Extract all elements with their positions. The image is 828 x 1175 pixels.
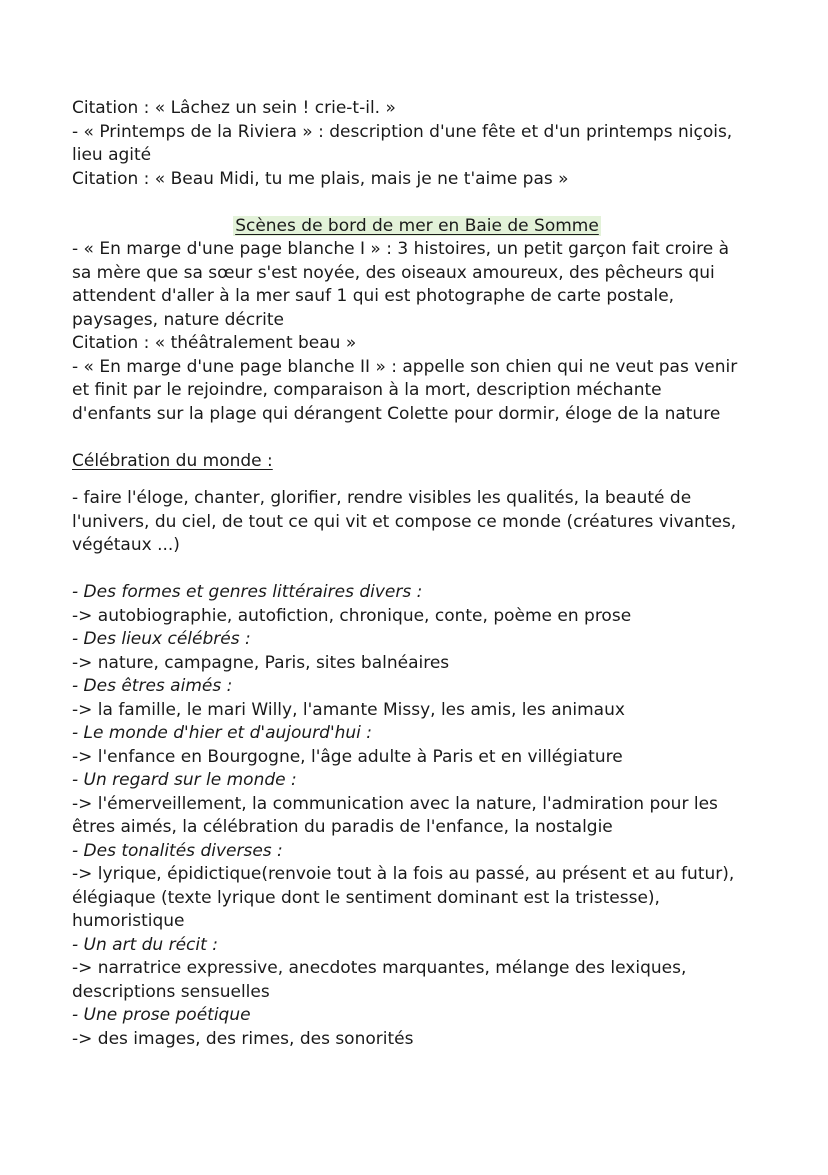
text-line: - « En marge d'une page blanche II » : appelle son chien qui ne veut pas venir [72, 356, 738, 377]
point-title: - Des formes et genres littéraires divers : [72, 582, 423, 602]
point-body: humoristique [72, 911, 185, 931]
definition-line: l'univers, du ciel, de tout ce qui vit et compose ce monde (créatures vivantes, [72, 511, 737, 532]
text-line: sa mère que sa sœur s'est noyée, des oiseaux amoureux, des pêcheurs qui [72, 262, 715, 283]
text-line: d'enfants sur la plage qui dérangent Colette pour dormir, éloge de la nature [72, 403, 721, 424]
text-line: et finit par le rejoindre, comparaison à la mort, description méchante [72, 380, 662, 400]
celebration-heading: Célébration du monde : [72, 450, 273, 471]
point-title: - Le monde d'hier et d'aujourd'hui : [72, 723, 373, 743]
text-line: attendent d'aller à la mer sauf 1 qui est photographe de carte postale, [72, 286, 675, 306]
point-body: êtres aimés, la célébration du paradis de l'enfance, la nostalgie [72, 817, 613, 837]
point-title: - Des lieux célébrés : [72, 629, 251, 649]
point-body: descriptions sensuelles [72, 981, 270, 1002]
citation-line: Citation : « Beau Midi, tu me plais, mais je ne t'aime pas » [72, 168, 569, 189]
point-body: -> nature, campagne, Paris, sites balnéaires [72, 652, 450, 673]
section-heading: Scènes de bord de mer en Baie de Somme [235, 215, 599, 236]
point-title: - Des tonalités diverses : [72, 840, 283, 861]
point-body: -> l'émerveillement, la communication avec la nature, l'admiration pour les [72, 793, 718, 814]
citation-line: Citation : « théâtralement beau » [72, 333, 357, 353]
section-heading-row [72, 215, 762, 239]
spacer [72, 558, 762, 582]
point-title: - Des êtres aimés : [72, 676, 233, 696]
point-title: - Un art du récit : [72, 934, 218, 955]
definition-line: - faire l'éloge, chanter, glorifier, rendre visibles les qualités, la beauté de [72, 488, 692, 508]
text-line: - « En marge d'une page blanche I » : 3 histoires, un petit garçon fait croire à [72, 239, 730, 259]
point-body: -> autobiographie, autofiction, chronique, conte, poème en prose [72, 605, 632, 626]
document-page [72, 97, 762, 1051]
text-line: - « Printemps de la Riviera » : description d'une fête et d'un printemps niçois, [72, 121, 733, 142]
spacer [72, 473, 762, 487]
point-body: -> narratrice expressive, anecdotes marquantes, mélange des lexiques, [72, 958, 687, 978]
definition-line: végétaux ...) [72, 535, 180, 555]
point-body: -> la famille, le mari Willy, l'amante Missy, les amis, les animaux [72, 699, 625, 720]
point-title: - Une prose poétique [72, 1005, 251, 1025]
spacer [72, 426, 762, 450]
text-line: paysages, nature décrite [72, 309, 285, 330]
spacer [72, 191, 762, 215]
point-body: -> l'enfance en Bourgogne, l'âge adulte à Paris et en villégiature [72, 746, 623, 767]
citation-line: Citation : « Lâchez un sein ! crie-t-il. » [72, 98, 396, 118]
point-body: élégiaque (texte lyrique dont le sentiment dominant est la tristesse), [72, 887, 660, 908]
point-title: - Un regard sur le monde : [72, 770, 297, 790]
point-body: -> lyrique, épidictique(renvoie tout à la fois au passé, au présent et au futur), [72, 864, 735, 884]
text-line: lieu agité [72, 145, 152, 165]
point-body: -> des images, des rimes, des sonorités [72, 1028, 414, 1049]
